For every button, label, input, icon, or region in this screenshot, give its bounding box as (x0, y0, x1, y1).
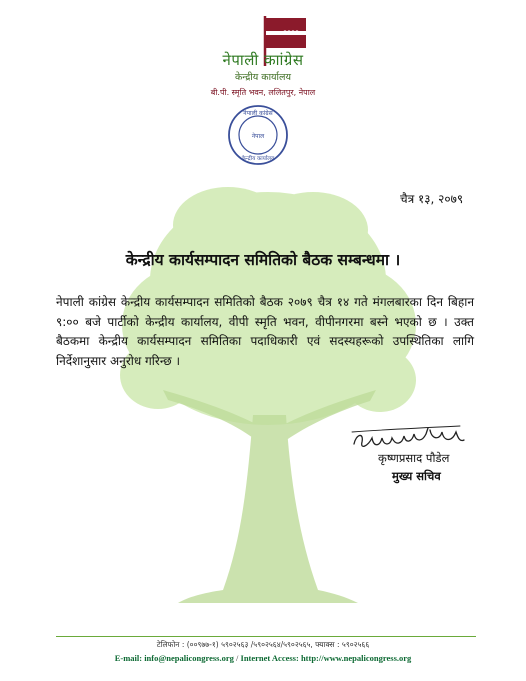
seal-text-center: नेपाल (251, 133, 265, 140)
org-name: नेपाली काांग्रेस (222, 51, 304, 69)
org-office: केन्द्रीय कार्यालय (235, 72, 291, 83)
footer-contact (0, 653, 526, 663)
footer-phone: टेलिफोन : (००९७७-१) ५९०२५६३ /५९०२५६४/५९०२५६५, फ्याक्स : ५९०२५६६ (156, 640, 370, 649)
org-address: बी.पी. स्मृति भवन, ललितपुर, नेपाल (210, 88, 316, 97)
seal-text-bottom: केन्द्रीय कार्यालय (241, 156, 275, 162)
signer-title: मुख्य सचिव (392, 469, 441, 483)
office-seal-stamp (227, 104, 289, 166)
letter-subject: केन्द्रीय कार्यसम्पादन समितिको बैठक सम्बन्धमा । (125, 251, 401, 269)
footer-email[interactable]: E-mail: info@nepalicongress.org (114, 653, 234, 663)
letter-date: चैत्र १३, २०७९ (400, 192, 464, 206)
signer-name: कृष्णप्रसाद पौडेल (378, 451, 450, 465)
letter-body: नेपाली कांग्रेस केन्द्रीय कार्यसम्पादन समितिको बैठक २०७९ चैत्र १४ गते मंगलबारका दिन बिहान ९:०० बजे पार्टीको केन्द्रीय कार्यालय, वीपी स्मृति भवन, वीपीनगरमा बस्ने भएको छ । उक्त बैठकमा केन्द्रीय कार्यसम्पादन समितिका पदाधिकारी एवं सदस्यहरूको उपस्थितिका लागि निर्देशानुसार अनुरोध गरिन्छ । (56, 295, 474, 368)
footer-divider (56, 636, 476, 637)
footer-separator: / (236, 653, 239, 663)
footer-website[interactable]: Internet Access: http://www.nepalicongress.org (240, 653, 412, 663)
seal-text-top: नेपाली कांग्रेस (243, 110, 273, 117)
